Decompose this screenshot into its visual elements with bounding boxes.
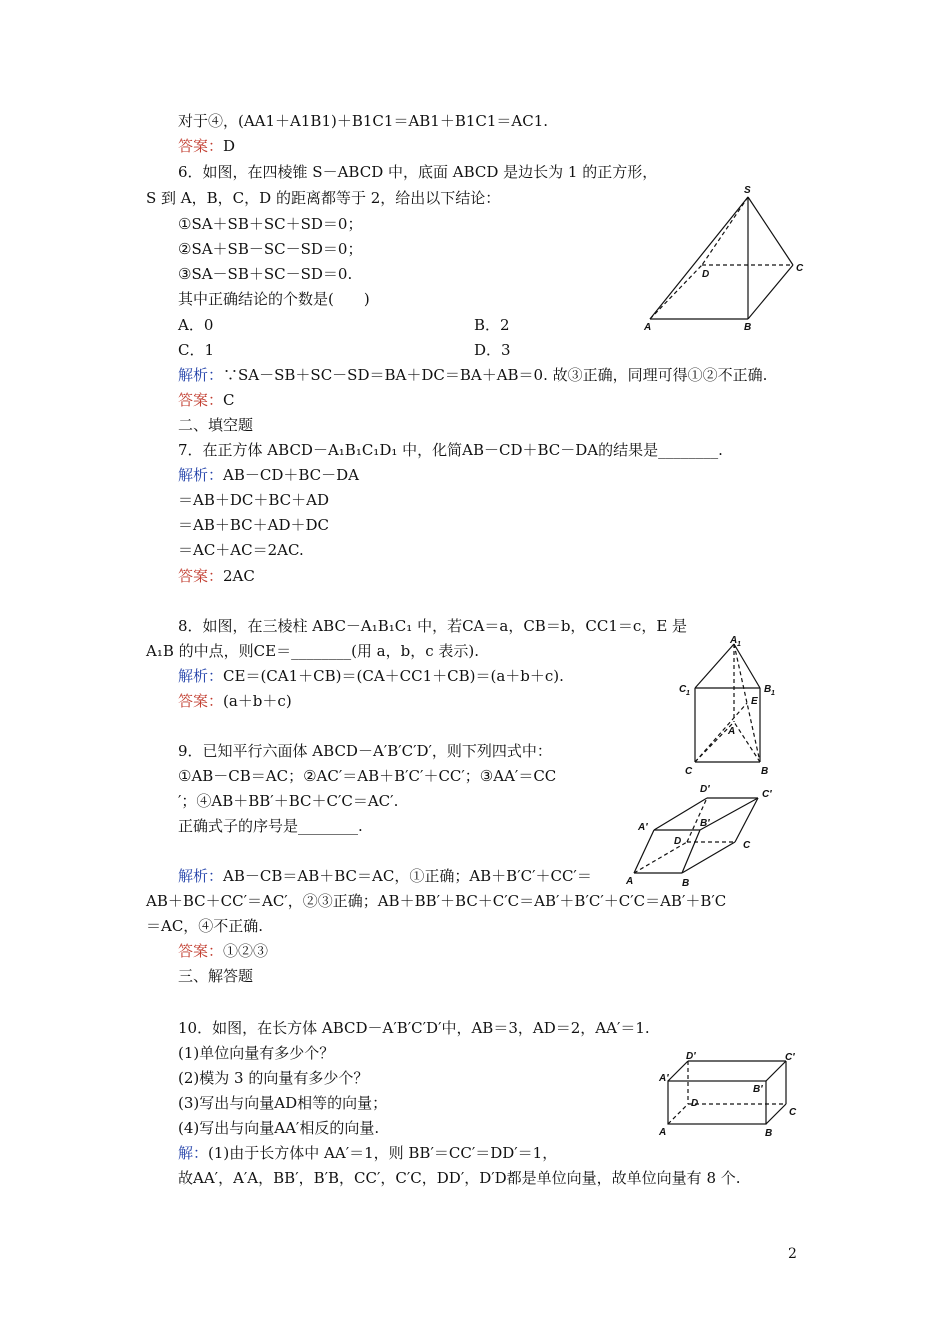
line-text: ＝AC＋AC＝2AC. (178, 541, 304, 559)
text-line (178, 490, 329, 510)
text-line (178, 1143, 557, 1163)
text-line (474, 315, 510, 335)
line-text: 正确式子的序号是________. (178, 817, 363, 835)
line-text: CE＝(CA1＋CB)＝(CA＋CC1＋CB)＝(a＋b＋c). (223, 667, 564, 685)
label-B-prime: B′ (753, 1084, 763, 1095)
label-C-prime: C′ (762, 789, 772, 800)
text-line (178, 162, 657, 182)
text-line (178, 966, 253, 986)
label-B-prime: B′ (700, 818, 710, 829)
label-D-prime: D′ (700, 784, 710, 795)
text-line (178, 289, 370, 309)
line-text: 7．在正方体 ABCD－A₁B₁C₁D₁ 中，化简AB－CD＋BC－DA的结果是________. (178, 441, 723, 459)
label-D: D (674, 836, 682, 847)
text-line (178, 1043, 334, 1063)
line-text: 对于④，(AA1＋A1B1)＋B1C1＝AB1＋B1C1＝AC1. (178, 112, 549, 130)
text-line (178, 1068, 368, 1088)
text-line (178, 390, 235, 410)
label-C: C (789, 1107, 797, 1118)
label-A-prime: A′ (638, 822, 648, 833)
line-text: C．1 (178, 341, 215, 359)
label-A: A (626, 876, 634, 887)
line-text: 其中正确结论的个数是( ) (178, 290, 370, 308)
label-C: C (796, 263, 804, 274)
label-B: B (761, 766, 769, 777)
text-line (146, 916, 263, 936)
answer-label: 答案： (178, 567, 224, 585)
line-text: ①SA＋SB＋SC＋SD＝0； (178, 215, 363, 233)
line-text: ＝AB＋BC＋AD＋DC (178, 516, 329, 534)
line-text: 9．已知平行六面体 ABCD－A′B′C′D′，则下列四式中： (178, 742, 552, 760)
text-line (178, 666, 564, 686)
label-B1: B (764, 684, 772, 695)
label-C1: C (679, 684, 687, 695)
text-line (178, 691, 292, 711)
line-text: ′；④AB＋BB′＋BC＋C′C＝AC′. (178, 792, 399, 810)
text-line (178, 1093, 387, 1113)
label-S: S (744, 185, 751, 196)
text-line (178, 616, 687, 636)
analysis-label: 解： (178, 1144, 209, 1162)
svg-text:1: 1 (737, 641, 741, 648)
text-line (474, 340, 511, 360)
line-text: 三、解答题 (178, 967, 254, 985)
label-C: C (685, 766, 693, 777)
text-line (178, 340, 214, 360)
text-line (178, 741, 552, 761)
line-text: ∵SA－SB＋SC－SD＝BA＋DC＝BA＋AB＝0. 故③正确，同理可得①②不正确. (223, 366, 768, 384)
line-text: ①②③ (223, 942, 269, 960)
label-A-prime: A′ (659, 1073, 669, 1084)
line-text: 故AA′，A′A，BB′，B′B，CC′，C′C，DD′，D′D都是单位向量，故单位向量有 8 个. (178, 1169, 741, 1187)
line-text: D (223, 137, 236, 155)
svg-text:1: 1 (686, 690, 690, 697)
line-text: (1)单位向量有多少个？ (178, 1044, 335, 1062)
answer-label: 答案： (178, 692, 224, 710)
text-line (178, 540, 304, 560)
line-text: (1)由于长方体中 AA′＝1，则 BB′＝CC′＝DD′＝1， (208, 1144, 558, 1162)
line-text: AB－CD＋BC－DA (223, 466, 360, 484)
text-line (178, 136, 235, 156)
text-line (178, 415, 253, 435)
line-text: AB－CB＝AB＋BC＝AC，①正确；AB＋B′C′＋CC′＝ (223, 867, 592, 885)
text-line (178, 1118, 379, 1138)
line-text: 6．如图，在四棱锥 S－ABCD 中，底面 ABCD 是边长为 1 的正方形， (178, 163, 658, 181)
answer-label: 答案： (178, 391, 224, 409)
prism-figure (675, 630, 795, 780)
label-D: D (702, 269, 710, 280)
text-line (146, 641, 479, 661)
text-line (178, 239, 362, 259)
line-text: AB＋BC＋CC′＝AC′，②③正确；AB＋BB′＋BC＋C′C＝AB′＋B′C′＋C′C＝AB′＋B′C (146, 892, 727, 910)
line-text: ＝AB＋DC＋BC＋AD (178, 491, 329, 509)
label-B: B (744, 322, 752, 333)
label-A: A (644, 322, 652, 333)
label-A: A (728, 726, 736, 737)
line-text: A₁B 的中点，则CE＝________(用 a，b，c 表示). (146, 642, 480, 660)
svg-text:1: 1 (771, 690, 775, 697)
line-text: (a＋b＋c) (223, 692, 292, 710)
label-B: B (682, 878, 690, 889)
text-line (178, 465, 359, 485)
line-text: B．2 (474, 316, 510, 334)
analysis-label: 解析： (178, 466, 224, 484)
text-line (178, 791, 398, 811)
text-line (146, 188, 500, 208)
line-text: (3)写出与向量AD相等的向量； (178, 1094, 388, 1112)
text-line (178, 440, 723, 460)
line-text: 8．如图，在三棱柱 ABC－A₁B₁C₁ 中，若CA＝a，CB＝b，CC1＝c，E 是 (178, 617, 688, 635)
label-C: C (743, 840, 751, 851)
parallelepiped-figure (620, 780, 790, 895)
analysis-label: 解析： (178, 366, 224, 384)
line-text: 二、填空题 (178, 416, 254, 434)
line-text: ＝AC，④不正确. (146, 917, 264, 935)
pyramid-figure (640, 180, 810, 340)
line-text: S 到 A，B，C，D 的距离都等于 2，给出以下结论： (146, 189, 501, 207)
answer-label: 答案： (178, 942, 224, 960)
label-B: B (765, 1128, 773, 1139)
text-line (178, 1018, 650, 1038)
text-line (178, 515, 329, 535)
text-line (178, 941, 268, 961)
line-text: ③SA－SB＋SC－SD＝0. (178, 265, 353, 283)
line-text: ①AB－CB＝AC；②AC′＝AB＋B′C′＋CC′；③AA′＝CC (178, 767, 557, 785)
line-text: 2AC (223, 567, 255, 585)
text-line (178, 214, 362, 234)
line-text: D．3 (474, 341, 511, 359)
text-line (178, 766, 556, 786)
text-line (178, 816, 363, 836)
label-C-prime: C′ (785, 1052, 795, 1063)
page-number: 2 (788, 1246, 797, 1262)
text-line (178, 365, 767, 385)
line-text: (2)模为 3 的向量有多少个？ (178, 1069, 369, 1087)
line-text: A．0 (178, 316, 214, 334)
analysis-label: 解析： (178, 667, 224, 685)
label-A: A (659, 1127, 667, 1138)
analysis-label: 解析： (178, 867, 224, 885)
answer-label: 答案： (178, 137, 224, 155)
label-D: D (691, 1098, 699, 1109)
line-text: ②SA＋SB－SC－SD＝0； (178, 240, 363, 258)
label-E: E (751, 696, 758, 707)
label-D-prime: D′ (686, 1051, 696, 1062)
text-line (178, 264, 352, 284)
text-line (178, 866, 592, 886)
line-text: C (223, 391, 235, 409)
line-text: (4)写出与向量AA′相反的向量. (178, 1119, 380, 1137)
cuboid-figure (655, 1048, 805, 1143)
label-A1: A (730, 635, 738, 646)
line-text: 10．如图，在长方体 ABCD－A′B′C′D′中，AB＝3，AD＝2，AA′＝1. (178, 1019, 650, 1037)
text-line (178, 566, 255, 586)
text-line (178, 111, 548, 131)
text-line (178, 1168, 741, 1188)
text-line (178, 315, 213, 335)
